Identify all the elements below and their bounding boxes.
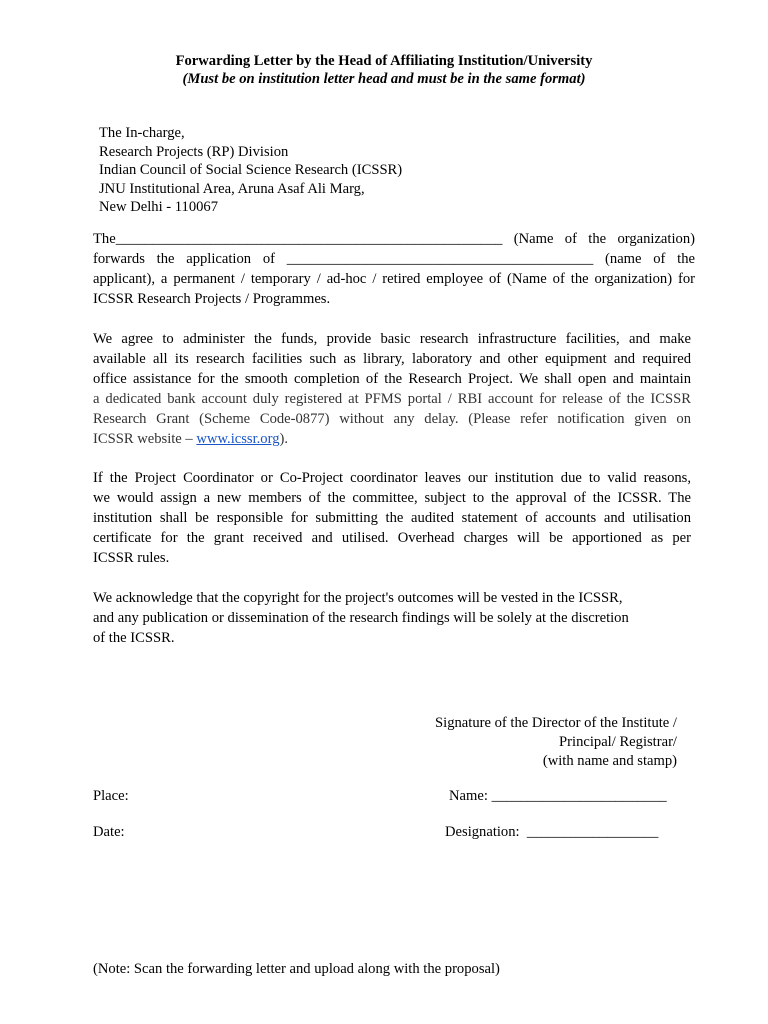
copyright-paragraph xyxy=(93,588,678,648)
signature-line: Signature of the Director of the Institute / xyxy=(435,715,677,731)
address-line: Research Projects (RP) Division xyxy=(99,143,289,160)
forwarding-paragraph xyxy=(93,229,695,309)
paragraph-line: applicant), a permanent / temporary / ad-hoc / retired employee of (Name of the organization) for xyxy=(93,271,695,287)
paragraph-line: office assistance for the smooth completion of the Research Project. We shall open and maintain xyxy=(93,371,691,387)
coordinator-paragraph xyxy=(93,468,691,568)
date-field xyxy=(93,824,125,841)
organization-blank: The_____________________________________________________ xyxy=(93,231,503,247)
address-line: JNU Institutional Area, Aruna Asaf Ali Marg, xyxy=(99,180,365,197)
addressee-block xyxy=(99,124,402,217)
paragraph-line: ICSSR Research Projects / Programmes. xyxy=(93,291,331,307)
funds-paragraph xyxy=(93,329,691,449)
paragraph-line: of the ICSSR. xyxy=(93,630,175,646)
place-label: Place: xyxy=(93,788,129,804)
letter-title: Forwarding Letter by the Head of Affiliating Institution/University xyxy=(175,53,593,69)
paragraph-line: Research Grant (Scheme Code-0877) without any delay. (Please refer notification given on xyxy=(93,411,691,427)
paragraph-line: We acknowledge that the copyright for the project's outcomes will be vested in the ICSSR, xyxy=(93,590,623,606)
address-line: The In-charge, xyxy=(99,125,185,141)
signature-line: Principal/ Registrar/ xyxy=(559,734,677,750)
name-blank: ________________________ xyxy=(491,788,667,804)
paragraph-line: a dedicated bank account duly registered at PFMS portal / RBI account for release of the ICSSR xyxy=(93,391,691,407)
paragraph-line: ICSSR website – www.icssr.org). xyxy=(93,431,289,447)
signature-line: (with name and stamp) xyxy=(542,753,677,769)
date-label: Date: xyxy=(93,824,125,840)
name-field xyxy=(449,788,667,805)
designation-field xyxy=(445,824,658,841)
icssr-website-link[interactable]: www.icssr.org xyxy=(196,431,280,447)
address-line: New Delhi - 110067 xyxy=(99,199,219,215)
name-label: Name: xyxy=(449,788,488,804)
paragraph-line: we would assign a new members of the committee, subject to the approval of the ICSSR. The xyxy=(93,490,691,506)
paragraph-line: certificate for the grant received and utilised. Overhead charges will be apportioned as per xyxy=(93,530,691,546)
paragraph-line: If the Project Coordinator or Co-Project coordinator leaves our institution due to valid reasons, xyxy=(93,470,691,486)
submission-note: (Note: Scan the forwarding letter and upload along with the proposal) xyxy=(93,961,500,977)
address-line: Indian Council of Social Science Research (ICSSR) xyxy=(99,162,403,178)
paragraph-line: ICSSR rules. xyxy=(93,550,170,566)
place-field xyxy=(93,788,129,805)
paragraph-line: and any publication or dissemination of the research findings will be solely at the discretion xyxy=(93,610,629,626)
paragraph-line: available all its research facilities such as library, laboratory and other equipment and required xyxy=(93,351,691,367)
applicant-blank: __________________________________________ xyxy=(286,251,594,267)
paragraph-line: The_____________________________________________________ (Name of the organization) xyxy=(93,231,695,247)
paragraph-line: institution shall be responsible for submitting the audited statement of accounts and utilisation xyxy=(93,510,691,526)
designation-blank: __________________ xyxy=(526,824,659,840)
paragraph-line: forwards the application of __________________________________________ (name of the xyxy=(93,251,696,267)
signature-block xyxy=(380,714,677,771)
letter-subtitle: (Must be on institution letter head and must be in the same format) xyxy=(182,71,586,87)
paragraph-line: We agree to administer the funds, provide basic research infrastructure facilities, and make xyxy=(93,331,691,347)
designation-label: Designation: xyxy=(445,824,520,840)
